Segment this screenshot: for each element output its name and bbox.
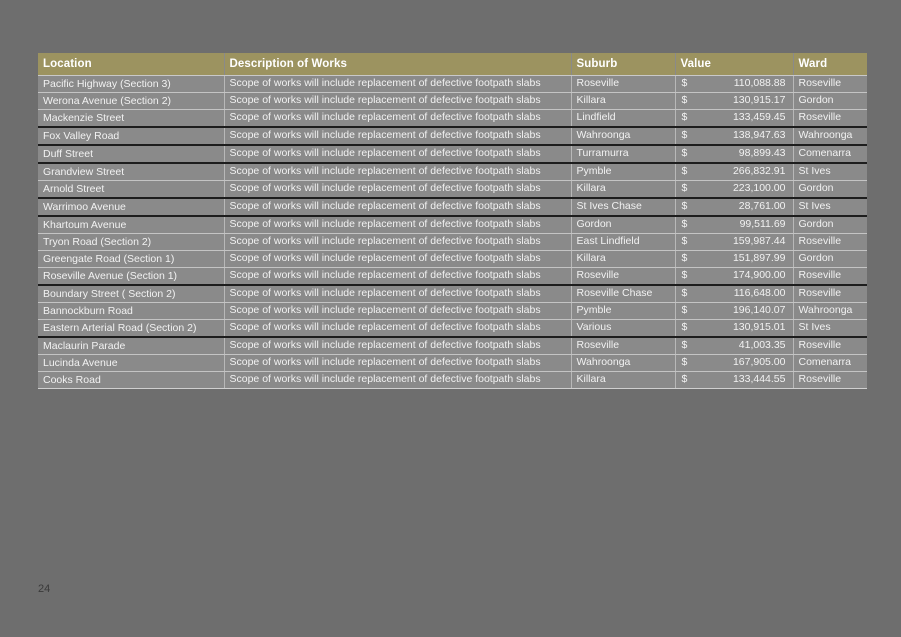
cell-value [675, 181, 793, 199]
currency-symbol: $ [681, 356, 688, 368]
cell-ward: Roseville [793, 285, 867, 303]
currency-symbol: $ [681, 111, 688, 123]
currency-symbol: $ [681, 129, 688, 141]
table-row [38, 372, 867, 389]
currency-symbol: $ [681, 304, 688, 316]
value-amount: 28,761.00 [738, 200, 786, 212]
cell-suburb: Gordon [571, 216, 675, 234]
cell-description: Scope of works will include replacement of defective footpath slabs [224, 145, 571, 163]
cell-value [675, 127, 793, 145]
currency-symbol: $ [681, 77, 688, 89]
cell-location: Roseville Avenue (Section 1) [38, 268, 224, 286]
cell-description: Scope of works will include replacement of defective footpath slabs [224, 198, 571, 216]
cell-ward: Roseville [793, 337, 867, 355]
cell-location: Lucinda Avenue [38, 355, 224, 372]
table-row [38, 216, 867, 234]
column-header-ward: Ward [793, 53, 867, 76]
cell-location: Cooks Road [38, 372, 224, 389]
table-row [38, 234, 867, 251]
value-amount: 159,987.44 [732, 235, 786, 247]
value-amount: 174,900.00 [732, 269, 786, 281]
works-table-header [38, 53, 867, 76]
value-amount: 99,511.69 [739, 218, 786, 230]
value-amount: 130,915.01 [732, 321, 786, 333]
cell-suburb: Wahroonga [571, 355, 675, 372]
cell-ward: Wahroonga [793, 303, 867, 320]
table-row [38, 320, 867, 338]
cell-suburb: Roseville [571, 337, 675, 355]
table-row [38, 198, 867, 216]
value-amount: 110,088.88 [733, 77, 786, 89]
cell-description: Scope of works will include replacement of defective footpath slabs [224, 285, 571, 303]
cell-location: Boundary Street ( Section 2) [38, 285, 224, 303]
cell-location: Warrimoo Avenue [38, 198, 224, 216]
cell-suburb: Killara [571, 181, 675, 199]
currency-symbol: $ [681, 287, 688, 299]
cell-description: Scope of works will include replacement of defective footpath slabs [224, 76, 571, 93]
value-amount: 133,459.45 [732, 111, 786, 123]
cell-ward: Roseville [793, 268, 867, 286]
cell-value [675, 320, 793, 338]
cell-suburb: Killara [571, 93, 675, 110]
cell-location: Bannockburn Road [38, 303, 224, 320]
value-amount: 167,905.00 [732, 356, 786, 368]
currency-symbol: $ [681, 218, 688, 230]
cell-description: Scope of works will include replacement of defective footpath slabs [224, 110, 571, 128]
cell-description: Scope of works will include replacement of defective footpath slabs [224, 127, 571, 145]
value-amount: 151,897.99 [732, 252, 786, 264]
cell-description: Scope of works will include replacement of defective footpath slabs [224, 216, 571, 234]
cell-suburb: Killara [571, 372, 675, 389]
cell-suburb: Roseville [571, 76, 675, 93]
table-row [38, 127, 867, 145]
cell-ward: Gordon [793, 181, 867, 199]
column-header-description: Description of Works [224, 53, 571, 76]
works-table-container [38, 53, 867, 389]
cell-location: Maclaurin Parade [38, 337, 224, 355]
currency-symbol: $ [681, 252, 688, 264]
cell-ward: Roseville [793, 76, 867, 93]
table-row [38, 76, 867, 93]
value-amount: 266,832.91 [732, 165, 786, 177]
currency-symbol: $ [681, 182, 688, 194]
cell-location: Greengate Road (Section 1) [38, 251, 224, 268]
cell-ward: Comenarra [793, 355, 867, 372]
cell-description: Scope of works will include replacement of defective footpath slabs [224, 320, 571, 338]
cell-location: Werona Avenue (Section 2) [38, 93, 224, 110]
cell-suburb: Lindfield [571, 110, 675, 128]
cell-suburb: Killara [571, 251, 675, 268]
cell-location: Mackenzie Street [38, 110, 224, 128]
cell-description: Scope of works will include replacement of defective footpath slabs [224, 372, 571, 389]
cell-ward: St Ives [793, 198, 867, 216]
table-row [38, 181, 867, 199]
works-table-body [38, 76, 867, 389]
cell-description: Scope of works will include replacement of defective footpath slabs [224, 93, 571, 110]
currency-symbol: $ [681, 339, 688, 351]
cell-ward: Gordon [793, 93, 867, 110]
cell-location: Fox Valley Road [38, 127, 224, 145]
cell-suburb: Wahroonga [571, 127, 675, 145]
cell-value [675, 303, 793, 320]
cell-description: Scope of works will include replacement of defective footpath slabs [224, 303, 571, 320]
cell-suburb: Roseville [571, 268, 675, 286]
cell-value [675, 355, 793, 372]
cell-suburb: Various [571, 320, 675, 338]
cell-description: Scope of works will include replacement of defective footpath slabs [224, 163, 571, 181]
page-number: 24 [38, 583, 51, 595]
cell-value [675, 234, 793, 251]
currency-symbol: $ [681, 373, 688, 385]
cell-description: Scope of works will include replacement of defective footpath slabs [224, 181, 571, 199]
table-row [38, 355, 867, 372]
value-amount: 116,648.00 [733, 287, 786, 299]
cell-suburb: Pymble [571, 163, 675, 181]
cell-value [675, 251, 793, 268]
currency-symbol: $ [681, 269, 688, 281]
cell-description: Scope of works will include replacement of defective footpath slabs [224, 234, 571, 251]
value-amount: 138,947.63 [732, 129, 786, 141]
table-row [38, 110, 867, 128]
cell-value [675, 145, 793, 163]
currency-symbol: $ [681, 321, 688, 333]
cell-suburb: Roseville Chase [571, 285, 675, 303]
cell-suburb: Pymble [571, 303, 675, 320]
cell-value [675, 285, 793, 303]
table-row [38, 285, 867, 303]
table-row [38, 303, 867, 320]
cell-ward: Gordon [793, 251, 867, 268]
cell-location: Arnold Street [38, 181, 224, 199]
cell-location: Pacific Highway (Section 3) [38, 76, 224, 93]
cell-description: Scope of works will include replacement of defective footpath slabs [224, 355, 571, 372]
table-row [38, 163, 867, 181]
cell-suburb: St Ives Chase [571, 198, 675, 216]
cell-suburb: East Lindfield [571, 234, 675, 251]
cell-description: Scope of works will include replacement of defective footpath slabs [224, 337, 571, 355]
cell-ward: Roseville [793, 234, 867, 251]
currency-symbol: $ [681, 200, 688, 212]
currency-symbol: $ [681, 94, 688, 106]
cell-value [675, 372, 793, 389]
cell-ward: Gordon [793, 216, 867, 234]
cell-location: Duff Street [38, 145, 224, 163]
works-table [38, 53, 867, 389]
cell-ward: Roseville [793, 110, 867, 128]
cell-description: Scope of works will include replacement of defective footpath slabs [224, 251, 571, 268]
cell-location: Tryon Road (Section 2) [38, 234, 224, 251]
currency-symbol: $ [681, 147, 688, 159]
currency-symbol: $ [681, 165, 688, 177]
cell-suburb: Turramurra [571, 145, 675, 163]
table-row [38, 145, 867, 163]
value-amount: 133,444.55 [732, 373, 786, 385]
cell-location: Grandview Street [38, 163, 224, 181]
cell-ward: Comenarra [793, 145, 867, 163]
cell-ward: St Ives [793, 163, 867, 181]
value-amount: 41,003.35 [738, 339, 786, 351]
cell-value [675, 76, 793, 93]
cell-description: Scope of works will include replacement of defective footpath slabs [224, 268, 571, 286]
cell-location: Khartoum Avenue [38, 216, 224, 234]
cell-value [675, 337, 793, 355]
cell-value [675, 198, 793, 216]
table-row [38, 251, 867, 268]
currency-symbol: $ [681, 235, 688, 247]
table-row [38, 337, 867, 355]
value-amount: 130,915.17 [732, 94, 786, 106]
cell-ward: Wahroonga [793, 127, 867, 145]
column-header-value: Value [675, 53, 793, 76]
value-amount: 98,899.43 [738, 147, 786, 159]
table-row [38, 268, 867, 286]
cell-value [675, 110, 793, 128]
column-header-suburb: Suburb [571, 53, 675, 76]
cell-ward: Roseville [793, 372, 867, 389]
column-header-location: Location [38, 53, 224, 76]
value-amount: 196,140.07 [732, 304, 786, 316]
cell-ward: St Ives [793, 320, 867, 338]
cell-location: Eastern Arterial Road (Section 2) [38, 320, 224, 338]
value-amount: 223,100.00 [732, 182, 786, 194]
cell-value [675, 268, 793, 286]
cell-value [675, 93, 793, 110]
header-row [38, 53, 867, 76]
table-row [38, 93, 867, 110]
cell-value [675, 163, 793, 181]
cell-value [675, 216, 793, 234]
